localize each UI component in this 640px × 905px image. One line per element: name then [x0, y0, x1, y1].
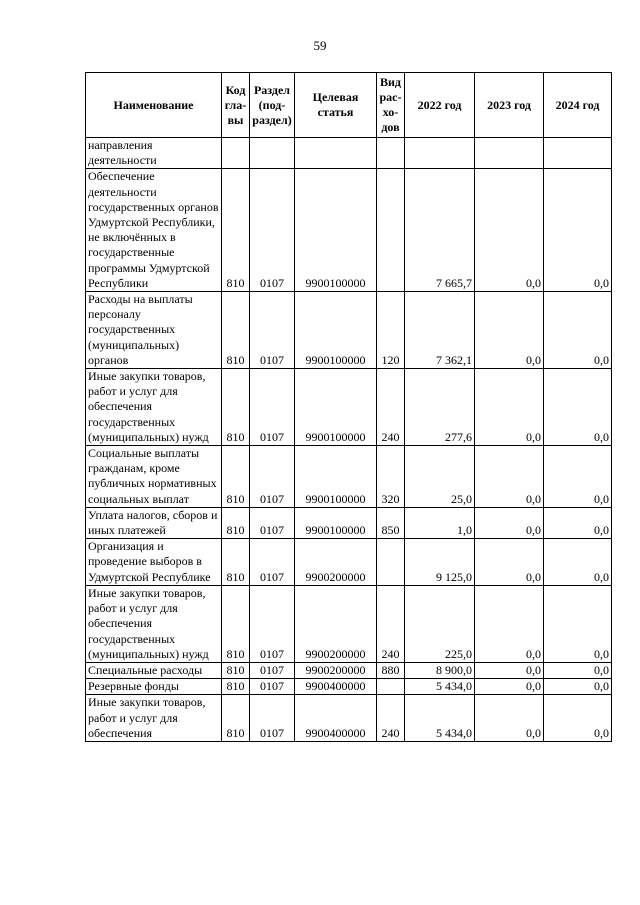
- table-row: [86, 507, 612, 538]
- header-2023: 2023 год: [475, 73, 544, 138]
- row-kod: 810: [222, 662, 250, 678]
- row-kod: 810: [222, 585, 250, 662]
- row-2023: 0,0: [475, 292, 544, 369]
- row-vid: 320: [377, 446, 405, 508]
- row-2022: 8 900,0: [405, 662, 475, 678]
- row-razdel: 0107: [250, 695, 295, 742]
- row-name: Резервные фонды: [86, 679, 222, 695]
- row-2024: 0,0: [544, 662, 612, 678]
- row-2022: [405, 138, 475, 169]
- row-2024: 0,0: [544, 539, 612, 586]
- row-2024: 0,0: [544, 369, 612, 446]
- header-vid: Вид рас- хо- дов: [377, 73, 405, 138]
- row-name: Иные закупки товаров, работ и услуг для обеспечения государственных (муниципальных) нужд: [86, 369, 222, 446]
- row-2023: 0,0: [475, 662, 544, 678]
- row-2024: [544, 138, 612, 169]
- row-name: Социальные выплаты гражданам, кроме публичных нормативных социальных выплат: [86, 446, 222, 508]
- row-kod: 810: [222, 507, 250, 538]
- row-2023: 0,0: [475, 679, 544, 695]
- row-2022: 7 362,1: [405, 292, 475, 369]
- table-row: [86, 169, 612, 292]
- table-row: [86, 292, 612, 369]
- row-vid: 240: [377, 695, 405, 742]
- row-name: Уплата налогов, сборов и иных платежей: [86, 507, 222, 538]
- row-2022: 25,0: [405, 446, 475, 508]
- row-2022: 277,6: [405, 369, 475, 446]
- row-2024: 0,0: [544, 292, 612, 369]
- row-razdel: 0107: [250, 369, 295, 446]
- row-2024: 0,0: [544, 679, 612, 695]
- row-vid: [377, 679, 405, 695]
- row-celevaya: 9900400000: [295, 695, 377, 742]
- row-kod: 810: [222, 695, 250, 742]
- row-2024: 0,0: [544, 585, 612, 662]
- row-celevaya: 9900400000: [295, 679, 377, 695]
- row-kod: [222, 138, 250, 169]
- header-celevaya: Целевая статья: [295, 73, 377, 138]
- row-vid: 880: [377, 662, 405, 678]
- row-vid: 240: [377, 585, 405, 662]
- row-razdel: 0107: [250, 539, 295, 586]
- row-razdel: 0107: [250, 662, 295, 678]
- table-row: [86, 679, 612, 695]
- row-2024: 0,0: [544, 507, 612, 538]
- row-name: Расходы на выплаты персоналу государственных (муниципальных) органов: [86, 292, 222, 369]
- table-row: [86, 539, 612, 586]
- table-row: [86, 585, 612, 662]
- row-vid: 120: [377, 292, 405, 369]
- header-name: Наименование: [86, 73, 222, 138]
- row-razdel: 0107: [250, 169, 295, 292]
- row-razdel: [250, 138, 295, 169]
- row-2022: 225,0: [405, 585, 475, 662]
- row-celevaya: 9900200000: [295, 539, 377, 586]
- row-2023: 0,0: [475, 507, 544, 538]
- row-vid: [377, 169, 405, 292]
- row-razdel: 0107: [250, 679, 295, 695]
- row-name: направления деятельности: [86, 138, 222, 169]
- row-razdel: 0107: [250, 507, 295, 538]
- row-kod: 810: [222, 292, 250, 369]
- table-row: [86, 369, 612, 446]
- table-row: [86, 695, 612, 742]
- row-celevaya: 9900100000: [295, 169, 377, 292]
- row-2023: 0,0: [475, 169, 544, 292]
- row-razdel: 0107: [250, 446, 295, 508]
- row-2022: 7 665,7: [405, 169, 475, 292]
- row-2022: 5 434,0: [405, 679, 475, 695]
- row-name: Специальные расходы: [86, 662, 222, 678]
- row-celevaya: 9900100000: [295, 507, 377, 538]
- row-kod: 810: [222, 679, 250, 695]
- row-razdel: 0107: [250, 292, 295, 369]
- header-kod: Код гла- вы: [222, 73, 250, 138]
- row-2022: 9 125,0: [405, 539, 475, 586]
- table-row: [86, 138, 612, 169]
- page-number: 59: [313, 38, 327, 53]
- row-kod: 810: [222, 369, 250, 446]
- row-2023: 0,0: [475, 695, 544, 742]
- row-vid: 850: [377, 507, 405, 538]
- row-2024: 0,0: [544, 446, 612, 508]
- row-2024: 0,0: [544, 695, 612, 742]
- row-name: Иные закупки товаров, работ и услуг для обеспечения государственных (муниципальных) нужд: [86, 585, 222, 662]
- row-name: Обеспечение деятельности государственных органов Удмуртской Республики, не включённых в государственные программы Удмуртской Республики: [86, 169, 222, 292]
- row-kod: 810: [222, 446, 250, 508]
- row-name: Иные закупки товаров, работ и услуг для обеспечения: [86, 695, 222, 742]
- row-2022: 5 434,0: [405, 695, 475, 742]
- row-vid: [377, 539, 405, 586]
- row-vid: 240: [377, 369, 405, 446]
- table-header-row: [86, 73, 612, 138]
- budget-table: [85, 72, 612, 742]
- table-row: [86, 662, 612, 678]
- header-2024: 2024 год: [544, 73, 612, 138]
- row-kod: 810: [222, 169, 250, 292]
- header-razdel: Раздел (под- раздел): [250, 73, 295, 138]
- row-2023: 0,0: [475, 369, 544, 446]
- row-name: Организация и проведение выборов в Удмуртской Республике: [86, 539, 222, 586]
- row-celevaya: 9900100000: [295, 292, 377, 369]
- row-2023: 0,0: [475, 539, 544, 586]
- row-celevaya: [295, 138, 377, 169]
- row-celevaya: 9900200000: [295, 585, 377, 662]
- table-row: [86, 446, 612, 508]
- row-2024: 0,0: [544, 169, 612, 292]
- row-celevaya: 9900200000: [295, 662, 377, 678]
- row-celevaya: 9900100000: [295, 446, 377, 508]
- row-2023: [475, 138, 544, 169]
- row-razdel: 0107: [250, 585, 295, 662]
- row-vid: [377, 138, 405, 169]
- row-2023: 0,0: [475, 585, 544, 662]
- row-celevaya: 9900100000: [295, 369, 377, 446]
- row-kod: 810: [222, 539, 250, 586]
- header-2022: 2022 год: [405, 73, 475, 138]
- row-2023: 0,0: [475, 446, 544, 508]
- row-2022: 1,0: [405, 507, 475, 538]
